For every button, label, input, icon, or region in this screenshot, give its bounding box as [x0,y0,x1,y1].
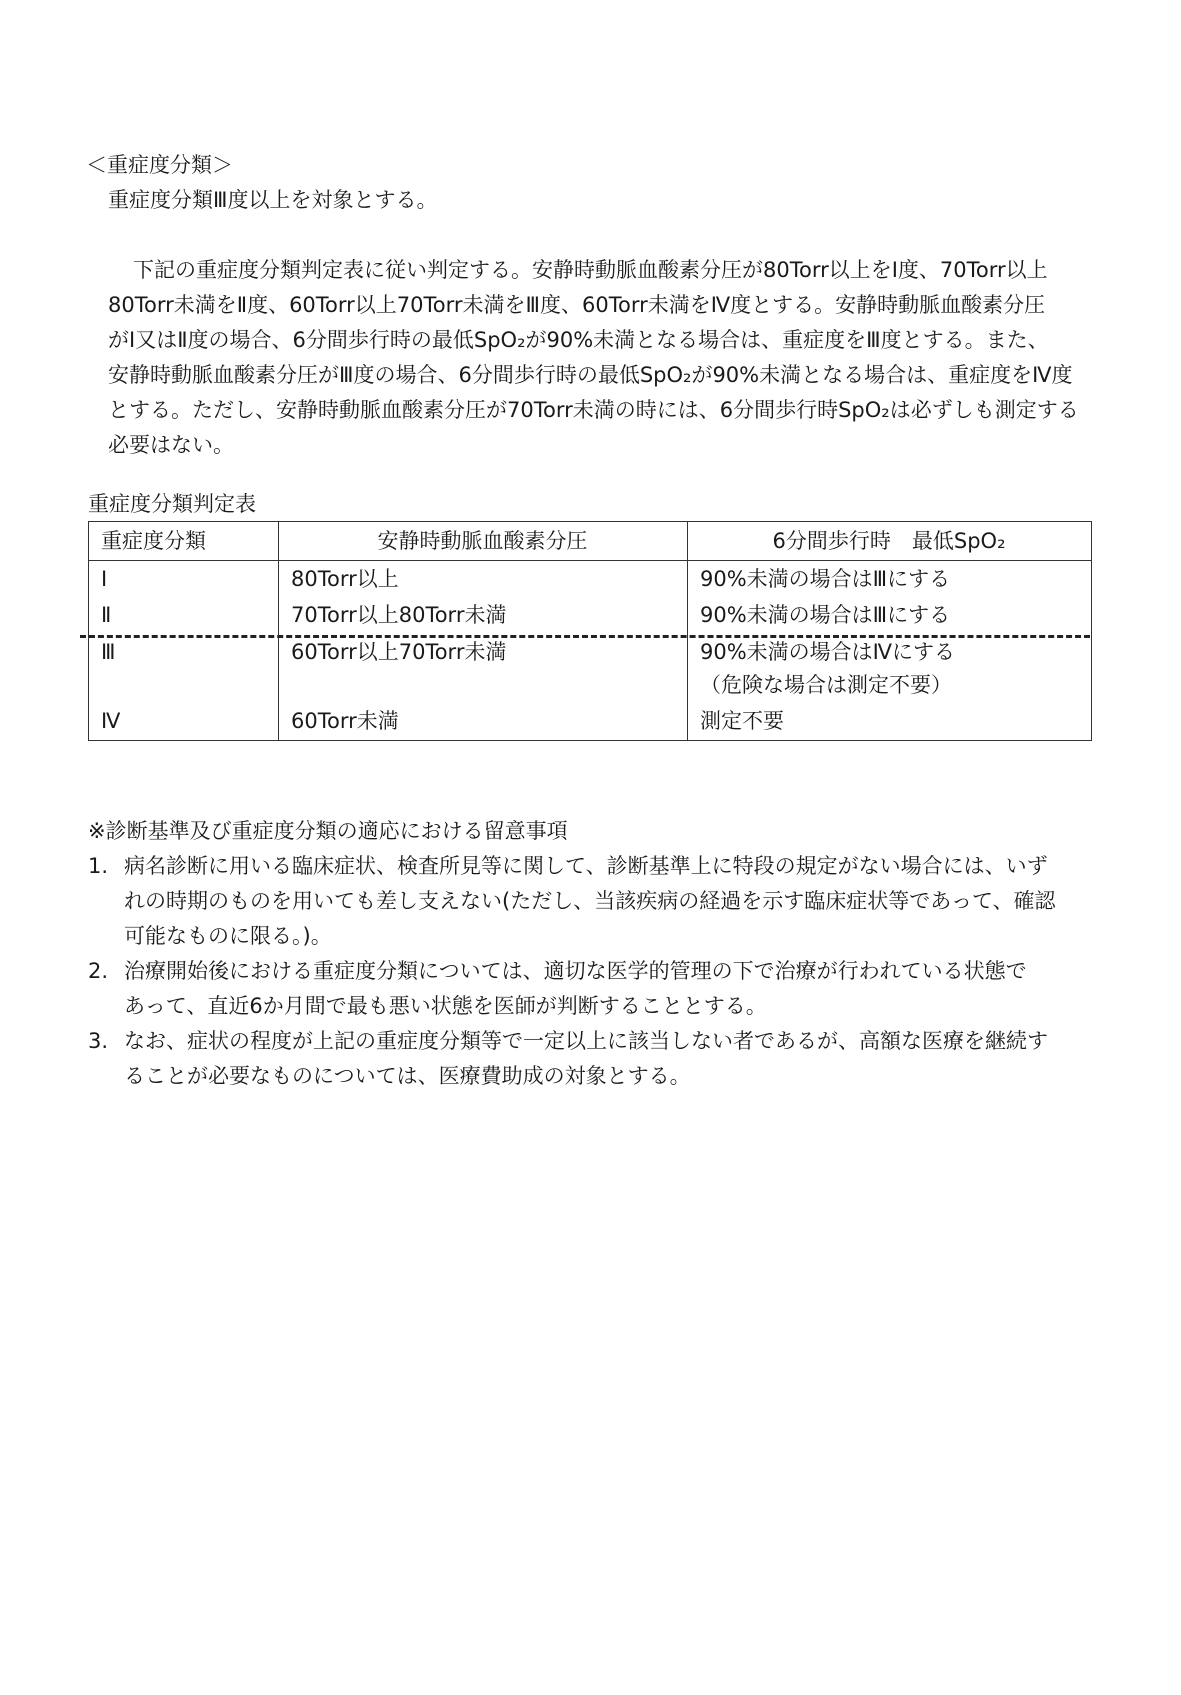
note-line: あって、直近6か月間で最も悪い状態を医師が判断することとする。 [124,994,767,1018]
note-number: 2. [88,959,109,983]
threshold-dashed-line [80,635,1090,638]
spo2-cell: 90%未満の場合はⅢにする [700,603,951,627]
paragraph-line: 80Torr未満をⅡ度、60Torr以上70Torr未満をⅢ度、60Torr未満をⅣ度とする。安静時動脈血酸素分圧 [108,293,1046,317]
spo2-note: （危険な場合は測定不要） [700,673,952,697]
note-line: 治療開始後における重症度分類については、適切な医学的管理の下で治療が行われている状態で [124,959,1027,983]
table-caption: 重症度分類判定表 [88,492,256,516]
grade-cell: Ⅲ [101,640,116,664]
pao2-cell: 70Torr以上80Torr未満 [291,603,507,627]
target-statement: 重症度分類Ⅲ度以上を対象とする。 [108,188,438,212]
spo2-cell: 90%未満の場合はⅣにする [700,640,956,664]
paragraph-line: がⅠ又はⅡ度の場合、6分間歩行時の最低SpO₂が90%未満となる場合は、重症度をⅢ度とする。また、 [108,328,1049,352]
grade-cell: Ⅱ [101,603,112,627]
grade-cell: Ⅳ [101,709,121,733]
note-line: 可能なものに限る。)。 [124,924,332,948]
note-item [88,1024,1098,1094]
header-divider [89,560,1091,561]
criteria-paragraph [108,253,1093,463]
paragraph-line: 必要はない。 [108,433,234,457]
note-line: 病名診断に用いる臨床症状、検査所見等に関して、診断基準上に特段の規定がない場合には、いず [124,854,1048,878]
section-heading: ＜重症度分類＞ [86,153,233,177]
header-spo2: 6分間歩行時 最低SpO₂ [772,529,1006,553]
pao2-cell: 60Torr以上70Torr未満 [291,640,507,664]
spo2-cell: 測定不要 [700,709,784,733]
paragraph-line: とする。ただし、安静時動脈血酸素分圧が70Torr未満の時には、6分間歩行時SpO₂は必ずしも測定する [108,398,1079,422]
grade-cell: Ⅰ [101,567,108,591]
note-line: ることが必要なものについては、医療費助成の対象とする。 [124,1064,691,1088]
pao2-cell: 80Torr以上 [291,567,399,591]
header-grade: 重症度分類 [101,529,206,553]
note-line: なお、症状の程度が上記の重症度分類等で一定以上に該当しない者であるが、高額な医療を継続す [124,1029,1048,1053]
note-number: 1. [88,854,109,878]
header-pao2: 安静時動脈血酸素分圧 [377,529,588,553]
paragraph-line: 安静時動脈血酸素分圧がⅢ度の場合、6分間歩行時の最低SpO₂が90%未満となる場合は、重症度をⅣ度 [108,363,1073,387]
note-line: れの時期のものを用いても差し支えない(ただし、当該疾病の経過を示す臨床症状等であって、確認 [124,889,1056,913]
note-number: 3. [88,1029,109,1053]
pao2-cell: 60Torr未満 [291,709,399,733]
note-item [88,954,1098,1024]
severity-table [88,521,1092,741]
notes-heading: ※診断基準及び重症度分類の適応における留意事項 [88,819,568,843]
paragraph-line: 下記の重症度分類判定表に従い判定する。安静時動脈血酸素分圧が80Torr以上をⅠ度、70Torr以上 [133,258,1048,282]
note-item [88,849,1098,954]
spo2-cell: 90%未満の場合はⅢにする [700,567,951,591]
